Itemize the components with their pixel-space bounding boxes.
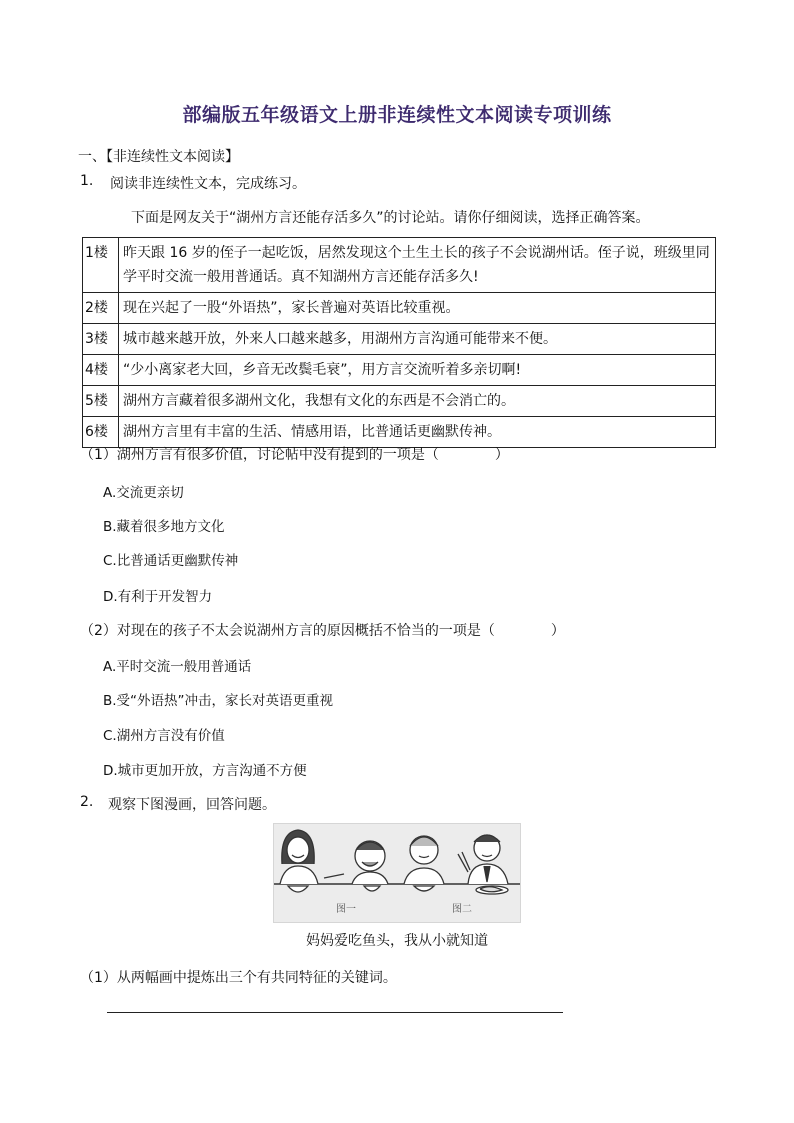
question-1-intro: 下面是网友关于“湖州方言还能存活多久”的讨论站。请你仔细阅读，选择正确答案。 [131, 210, 650, 226]
option-b: B.藏着很多地方文化 [103, 519, 225, 535]
question-1-number: 1. [80, 173, 94, 189]
floor-label: 3楼 [83, 324, 119, 355]
floor-label: 4楼 [83, 355, 119, 386]
option-c: C.湖州方言没有价值 [103, 728, 225, 744]
cartoon-drawing [274, 824, 520, 922]
table-row [83, 324, 716, 355]
sub-question-2-1: （1）从两幅画中提炼出三个有共同特征的关键词。 [80, 970, 397, 986]
question-1-prompt: 阅读非连续性文本，完成练习。 [110, 176, 306, 192]
table-row [83, 386, 716, 417]
table-row [83, 293, 716, 324]
option-a: A.交流更亲切 [103, 485, 184, 501]
answer-line[interactable] [107, 1012, 563, 1013]
cartoon-image [273, 823, 521, 923]
option-b: B.受“外语热”冲击，家长对英语更重视 [103, 693, 334, 709]
question-2-number: 2. [80, 794, 94, 810]
option-d: D.城市更加开放，方言沟通不方便 [103, 763, 307, 779]
figure-label-1: 图一 [336, 904, 356, 915]
post-text: 昨天跟 16 岁的侄子一起吃饭，居然发现这个土生土长的孩子不会说湖州话。侄子说，班级里同学平时交流一般用普通话。真不知湖州方言还能存活多久! [119, 238, 716, 293]
question-2-prompt: 观察下图漫画，回答问题。 [108, 797, 276, 813]
page-title: 部编版五年级语文上册非连续性文本阅读专项训练 [182, 104, 612, 126]
option-c: C.比普通话更幽默传神 [103, 553, 239, 569]
floor-label: 6楼 [83, 417, 119, 448]
floor-label: 5楼 [83, 386, 119, 417]
section-heading: 一、【非连续性文本阅读】 [78, 149, 239, 165]
sub-question-1-2: （2）对现在的孩子不太会说湖州方言的原因概括不恰当的一项是（ ） [80, 623, 565, 639]
discussion-table [82, 237, 716, 448]
floor-label: 1楼 [83, 238, 119, 293]
floor-label: 2楼 [83, 293, 119, 324]
table-row [83, 417, 716, 448]
post-text: 现在兴起了一股“外语热”，家长普遍对英语比较重视。 [119, 293, 716, 324]
option-d: D.有利于开发智力 [103, 589, 213, 605]
post-text: 城市越来越开放，外来人口越来越多，用湖州方言沟通可能带来不便。 [119, 324, 716, 355]
option-a: A.平时交流一般用普通话 [103, 659, 252, 675]
table-row [83, 238, 716, 293]
post-text: “少小离家老大回，乡音无改鬓毛衰”，用方言交流听着多亲切啊! [119, 355, 716, 386]
post-text: 湖州方言藏着很多湖州文化，我想有文化的东西是不会消亡的。 [119, 386, 716, 417]
figure-label-2: 图二 [452, 904, 472, 915]
sub-question-1-1: （1）湖州方言有很多价值，讨论帖中没有提到的一项是（ ） [80, 447, 509, 463]
post-text: 湖州方言里有丰富的生活、情感用语，比普通话更幽默传神。 [119, 417, 716, 448]
cartoon-caption: 妈妈爱吃鱼头，我从小就知道 [306, 933, 488, 949]
table-row [83, 355, 716, 386]
